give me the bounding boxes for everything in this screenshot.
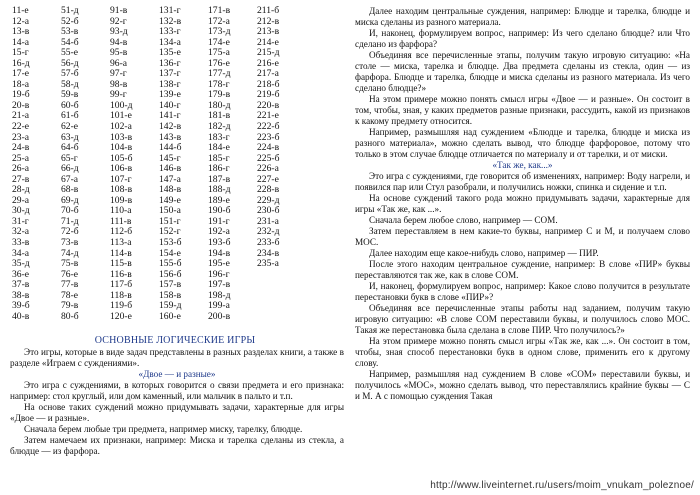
paragraph: После этого находим центральное суждение, например: В слове «ПИР» буквы переставляются так же, как в слове СОМ. bbox=[355, 259, 690, 280]
answer-cell: 227-е bbox=[257, 173, 279, 185]
answer-cell: 234-в bbox=[257, 247, 280, 259]
answer-cell: 93-д bbox=[110, 26, 128, 38]
answer-cell: 14-а bbox=[12, 36, 30, 48]
answer-cell: 215-д bbox=[257, 47, 280, 59]
answer-cell: 80-б bbox=[61, 310, 79, 322]
answer-cell: 198-д bbox=[208, 289, 231, 301]
answer-cell: 148-в bbox=[159, 184, 182, 196]
answer-cell: 16-д bbox=[12, 57, 30, 69]
answer-cell: 28-д bbox=[12, 184, 30, 196]
answer-cell: 17-е bbox=[12, 68, 30, 80]
answer-cell: 56-д bbox=[61, 57, 79, 69]
answer-cell: 119-б bbox=[110, 300, 133, 312]
answer-cell: 140-г bbox=[159, 99, 181, 111]
answer-cell: 116-в bbox=[110, 268, 132, 280]
answer-cell: 146-в bbox=[159, 163, 182, 175]
paragraph: Это игры, которые в виде задач представлены в разных разделах книги, а также в разделе «Играем с суждениями». bbox=[10, 347, 344, 368]
answer-cell: 156-б bbox=[159, 268, 182, 280]
answer-cell: 21-а bbox=[12, 110, 30, 122]
answer-cell: 71-д bbox=[61, 215, 79, 227]
answer-cell: 175-а bbox=[208, 47, 230, 59]
paragraph: Далее находим центральные суждения, например: Блюдце и тарелка, блюдце и миска сделаны из разного материала. bbox=[355, 6, 690, 27]
answer-cell: 61-б bbox=[61, 110, 79, 122]
left-body bbox=[10, 347, 344, 457]
answer-cell: 211-б bbox=[257, 5, 280, 16]
answer-cell: 64-б bbox=[61, 142, 79, 154]
answer-cell: 98-в bbox=[110, 78, 128, 90]
answer-cell: 99-г bbox=[110, 89, 127, 101]
answer-cell: 135-е bbox=[159, 47, 181, 59]
answer-cell: 117-б bbox=[110, 279, 133, 291]
answer-cell: 110-а bbox=[110, 205, 132, 217]
answer-cell: 66-д bbox=[61, 163, 79, 175]
answer-cell: 189-е bbox=[208, 194, 230, 206]
answer-cell: 55-е bbox=[61, 47, 79, 59]
answer-cell: 188-д bbox=[208, 184, 231, 196]
answer-cell: 225-б bbox=[257, 152, 280, 164]
answer-cell: 15-г bbox=[12, 47, 29, 59]
answer-cell: 38-в bbox=[12, 289, 30, 301]
answer-cell: 92-г bbox=[110, 15, 127, 27]
answer-cell: 68-в bbox=[61, 184, 79, 196]
paragraph: На этом примере можно понять смысл игры «Двое — и разные». Он состоит в том, чтобы, зная, у каких предметов разные признаки, рассудить, какой из признаков к какому предмету относится. bbox=[355, 94, 690, 126]
answer-cell: 53-в bbox=[61, 26, 79, 38]
paragraph: Это игра с суждениями, в которых говорится о связи предмета и его признака: например: стол круглый, или дом каменный, или мальчик в пальто и т.п. bbox=[10, 380, 344, 401]
answer-cell: 97-г bbox=[110, 68, 127, 80]
answer-cell: 155-б bbox=[159, 258, 182, 270]
watermark-url: http://www.liveinternet.ru/users/moim_vnukam_poleznoe/ bbox=[430, 480, 694, 491]
paragraph: И, наконец, формулируем вопрос, например: Из чего сделано блюдце? или Что сделано из фарфора? bbox=[355, 28, 690, 49]
answer-cell: 76-е bbox=[61, 268, 79, 280]
answer-cell: 30-д bbox=[12, 205, 30, 217]
paragraph: Например, размышляя над суждением В слове «СОМ» переставили буквы, и получилось «МОС», можно сделать вывод, что переставлялись крайние буквы — С и М. А с помощью суждения Такая bbox=[355, 369, 690, 401]
answer-cell: 158-в bbox=[159, 289, 182, 301]
answer-cell: 179-в bbox=[208, 89, 231, 101]
answer-cell: 74-д bbox=[61, 247, 79, 259]
answer-cell: 33-в bbox=[12, 237, 30, 249]
answer-cell: 145-г bbox=[159, 152, 181, 164]
answer-cell: 103-в bbox=[110, 131, 133, 143]
answer-cell: 114-в bbox=[110, 247, 132, 259]
answer-cell: 143-в bbox=[159, 131, 182, 143]
paragraph: Сначала берем любые три предмета, например миску, тарелку, блюдце. bbox=[24, 424, 303, 434]
answer-cell: 229-д bbox=[257, 194, 280, 206]
answer-cell: 159-д bbox=[159, 300, 182, 312]
answer-cell: 191-г bbox=[208, 215, 230, 227]
answer-cell: 132-в bbox=[159, 15, 182, 27]
answer-cell: 150-а bbox=[159, 205, 181, 217]
answer-cell: 25-а bbox=[12, 152, 30, 164]
answer-cell: 173-д bbox=[208, 26, 231, 38]
answer-cell: 23-а bbox=[12, 131, 30, 143]
answer-cell: 35-д bbox=[12, 258, 30, 270]
answer-column bbox=[110, 6, 159, 322]
answer-cell: 171-в bbox=[208, 5, 231, 16]
answer-cell: 72-б bbox=[61, 226, 79, 238]
answer-cell: 32-а bbox=[12, 226, 30, 238]
paragraph: Далее находим еще какое-нибудь слово, например — ПИР. bbox=[369, 248, 599, 258]
answer-cell: 197-в bbox=[208, 279, 231, 291]
answer-cell: 151-г bbox=[159, 215, 181, 227]
answer-cell: 40-в bbox=[12, 310, 30, 322]
answer-cell: 219-б bbox=[257, 89, 280, 101]
answer-cell: 157-в bbox=[159, 279, 182, 291]
answer-cell: 39-б bbox=[12, 300, 30, 312]
answer-cell: 137-г bbox=[159, 68, 181, 80]
answer-cell: 138-г bbox=[159, 78, 181, 90]
answer-cell: 235-а bbox=[257, 258, 279, 270]
answer-cell: 184-е bbox=[208, 142, 230, 154]
answer-cell: 31-г bbox=[12, 215, 29, 227]
answer-column bbox=[257, 6, 306, 322]
answer-cell: 107-г bbox=[110, 173, 132, 185]
answer-cell: 177-д bbox=[208, 68, 231, 80]
answer-cell: 101-е bbox=[110, 110, 132, 122]
answer-cell: 104-в bbox=[110, 142, 133, 154]
answer-cell: 213-в bbox=[257, 26, 280, 38]
answer-cell: 20-в bbox=[12, 99, 30, 111]
answer-cell: 223-б bbox=[257, 131, 280, 143]
paragraph: На основе суждений такого рода можно придумывать задачи, характерные для игры «Так же, как ...». bbox=[355, 193, 690, 214]
answer-cell: 113-а bbox=[110, 237, 132, 249]
section-title: ОСНОВНЫЕ ЛОГИЧЕСКИЕ ИГРЫ bbox=[94, 335, 256, 346]
answer-key-table bbox=[12, 6, 306, 322]
answer-cell: 63-д bbox=[61, 131, 79, 143]
answer-cell: 18-а bbox=[12, 78, 30, 90]
answer-cell: 217-а bbox=[257, 68, 279, 80]
answer-cell: 218-б bbox=[257, 78, 280, 90]
answer-column bbox=[159, 6, 208, 322]
answer-cell: 105-б bbox=[110, 152, 133, 164]
answer-cell: 100-д bbox=[110, 99, 133, 111]
answer-cell: 106-в bbox=[110, 163, 133, 175]
answer-cell: 193-б bbox=[208, 237, 231, 249]
paragraph: Затем намечаем их признаки, например: Миска и тарелка сделаны из стекла, а блюдце — из фарфора. bbox=[10, 435, 344, 456]
answer-cell: 115-в bbox=[110, 258, 132, 270]
answer-cell: 180-д bbox=[208, 99, 231, 111]
answer-cell: 182-д bbox=[208, 121, 231, 133]
answer-cell: 224-в bbox=[257, 142, 280, 154]
answer-cell: 147-а bbox=[159, 173, 181, 185]
answer-cell: 69-д bbox=[61, 194, 79, 206]
answer-cell: 176-е bbox=[208, 57, 230, 69]
answer-cell: 136-г bbox=[159, 57, 181, 69]
answer-cell: 194-в bbox=[208, 247, 231, 259]
paragraph: Это игра с суждениями, где говорится об изменениях, например: Воду нагрели, и появился пар или Стул разобрали, и получились ножки, спинка и сидение и т.п. bbox=[355, 171, 690, 192]
answer-cell: 174-е bbox=[208, 36, 230, 48]
answer-cell: 12-а bbox=[12, 15, 30, 27]
right-body bbox=[355, 6, 690, 402]
answer-cell: 51-д bbox=[61, 5, 79, 16]
answer-cell: 228-в bbox=[257, 184, 280, 196]
answer-cell: 102-а bbox=[110, 121, 132, 133]
answer-cell: 153-б bbox=[159, 237, 182, 249]
answer-cell: 91-в bbox=[110, 5, 128, 16]
paragraph: На этом примере можно понять смысл игры «Так же, как ...». Он состоит в том, чтобы, зная способ перестановки букв в одном слове, применить его к другому слову. bbox=[355, 336, 690, 368]
answer-cell: 24-в bbox=[12, 142, 30, 154]
answer-cell: 200-в bbox=[208, 310, 231, 322]
answer-cell: 118-в bbox=[110, 289, 132, 301]
answer-cell: 111-в bbox=[110, 215, 132, 227]
answer-cell: 94-в bbox=[110, 36, 128, 48]
answer-cell: 152-г bbox=[159, 226, 181, 238]
paragraph: На основе таких суждений можно придумывать задачи, характерные для игры «Двое — и разные». bbox=[10, 402, 344, 423]
paragraph: И, наконец, формулируем вопрос, например: Какое слово получится в результате перестановки букв в слове «ПИР»? bbox=[355, 281, 690, 302]
answer-cell: 190-б bbox=[208, 205, 231, 217]
answer-cell: 226-а bbox=[257, 163, 279, 175]
answer-cell: 220-в bbox=[257, 99, 280, 111]
answer-cell: 221-е bbox=[257, 110, 279, 122]
answer-cell: 59-в bbox=[61, 89, 79, 101]
answer-cell: 58-д bbox=[61, 78, 79, 90]
answer-cell: 34-а bbox=[12, 247, 30, 259]
answer-cell: 233-б bbox=[257, 237, 280, 249]
paragraph: Объединяя все перечисленные этапы работы над заданием, получим такую игровую ситуацию: «В слове СОМ переставили буквы, и получилось слово МОС. Такая же перестановка была сделана в слове ПИР. Что получилось?» bbox=[355, 303, 690, 335]
answer-cell: 222-б bbox=[257, 121, 280, 133]
answer-cell: 178-г bbox=[208, 78, 230, 90]
answer-cell: 54-б bbox=[61, 36, 79, 48]
answer-cell: 196-г bbox=[208, 268, 230, 280]
answer-cell: 133-г bbox=[159, 26, 181, 38]
answer-cell: 142-в bbox=[159, 121, 182, 133]
paragraph: Объединяя все перечисленные этапы, получим такую игровую ситуацию: «На столе — миска, тарелка и блюдце. Два предмета сделаны из стекла, один — из фарфора. Блюдце и тарелка, блюдце и миска сделаны из разного материала. Из чего сделано блюдце?» bbox=[355, 50, 690, 93]
answer-cell: 187-в bbox=[208, 173, 231, 185]
answer-cell: 62-е bbox=[61, 121, 79, 133]
answer-cell: 96-а bbox=[110, 57, 128, 69]
answer-cell: 185-г bbox=[208, 152, 230, 164]
paragraph: Затем переставляем в нем какие-то буквы, например С и М, и получаем слово МОС. bbox=[355, 226, 690, 247]
answer-cell: 77-в bbox=[61, 279, 79, 291]
answer-cell: 149-е bbox=[159, 194, 181, 206]
answer-cell: 183-г bbox=[208, 131, 230, 143]
answer-cell: 199-а bbox=[208, 300, 230, 312]
game-title-two-different: «Двое — и разные» bbox=[138, 369, 216, 379]
answer-cell: 112-б bbox=[110, 226, 133, 238]
paragraph: Сначала берем любое слово, например — СОМ. bbox=[369, 215, 558, 225]
answer-cell: 154-е bbox=[159, 247, 181, 259]
right-page bbox=[355, 0, 700, 495]
answer-cell: 70-б bbox=[61, 205, 79, 217]
paragraph: Например, размышляя над суждением «Блюдце и тарелка, блюдце и миска из разного материала», можно сделать вывод, что блюдце фарфоровое, потому что только в этом случае блюдце отличается по материалу и от тарелки, и от миски. bbox=[355, 127, 690, 159]
answer-cell: 60-б bbox=[61, 99, 79, 111]
answer-cell: 11-е bbox=[12, 5, 29, 16]
answer-cell: 37-в bbox=[12, 279, 30, 291]
answer-cell: 52-б bbox=[61, 15, 79, 27]
answer-cell: 19-б bbox=[12, 89, 30, 101]
answer-cell: 78-е bbox=[61, 289, 79, 301]
answer-cell: 73-в bbox=[61, 237, 79, 249]
answer-cell: 95-в bbox=[110, 47, 128, 59]
answer-cell: 67-а bbox=[61, 173, 79, 185]
answer-cell: 27-в bbox=[12, 173, 30, 185]
answer-cell: 79-в bbox=[61, 300, 79, 312]
game-title-same-as: «Так же, как...» bbox=[492, 160, 553, 170]
answer-cell: 131-г bbox=[159, 5, 181, 16]
answer-cell: 57-б bbox=[61, 68, 79, 80]
answer-cell: 181-в bbox=[208, 110, 231, 122]
answer-cell: 65-г bbox=[61, 152, 78, 164]
answer-cell: 26-а bbox=[12, 163, 30, 175]
answer-cell: 108-в bbox=[110, 184, 133, 196]
answer-cell: 230-б bbox=[257, 205, 280, 217]
answer-cell: 36-е bbox=[12, 268, 30, 280]
answer-cell: 232-д bbox=[257, 226, 280, 238]
answer-cell: 231-а bbox=[257, 215, 279, 227]
answer-cell: 216-е bbox=[257, 57, 279, 69]
answer-cell: 109-в bbox=[110, 194, 133, 206]
answer-cell: 192-а bbox=[208, 226, 230, 238]
answer-column bbox=[208, 6, 257, 322]
answer-cell: 139-е bbox=[159, 89, 181, 101]
answer-cell: 172-а bbox=[208, 15, 230, 27]
answer-cell: 75-в bbox=[61, 258, 79, 270]
answer-cell: 120-е bbox=[110, 310, 132, 322]
answer-cell: 22-е bbox=[12, 121, 30, 133]
answer-cell: 134-а bbox=[159, 36, 181, 48]
answer-cell: 195-е bbox=[208, 258, 230, 270]
answer-cell: 13-в bbox=[12, 26, 30, 38]
answer-cell: 144-б bbox=[159, 142, 182, 154]
answer-column bbox=[12, 6, 61, 322]
answer-cell: 160-е bbox=[159, 310, 181, 322]
answer-cell: 214-е bbox=[257, 36, 279, 48]
answer-column bbox=[61, 6, 110, 322]
answer-cell: 29-а bbox=[12, 194, 30, 206]
answer-cell: 186-г bbox=[208, 163, 230, 175]
answer-cell: 212-в bbox=[257, 15, 280, 27]
answer-cell: 141-г bbox=[159, 110, 181, 122]
